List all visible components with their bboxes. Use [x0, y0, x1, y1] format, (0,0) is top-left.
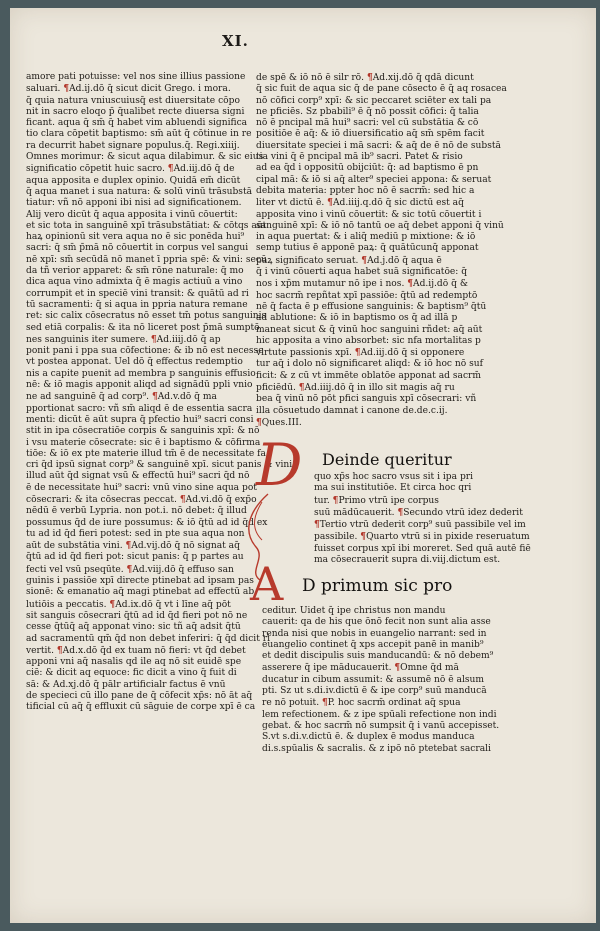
- text-line: q̄tū ad id q̄d fieri pot: sicut panis: q̄ p partes au: [26, 552, 244, 563]
- text-line: illud aūt q̄d signat vsū & effectū hui⁹ sacri q̄d nō: [26, 471, 250, 482]
- text-line: ret: sic calix cōsecratus nō esset tm̄ potus sanguinis: [26, 311, 267, 322]
- text-line: diuersitate speciei i mā sacri: & aq̄ de ē nō de substā: [256, 140, 501, 151]
- text-line: nit in sacro eloqo p̄ q̄ualibet recte diuersa signi: [26, 106, 245, 117]
- text-line: q̄ aqua manet i sua natura: & solū vinū trāsubstā: [26, 186, 253, 197]
- text-line: significatio cōpetit huic sacro. ¶Ad.iij.dō q̄ de: [26, 163, 235, 175]
- text-line: de spē & iō nō ē silr rō. ¶Ad.xij.dō q̄ qdā dicunt: [256, 72, 474, 83]
- text-line: q̄ sic fuit de aqua sic q̄ de pane cōsecto ē q̄ aq rosacea: [256, 84, 507, 95]
- text-line: nē: & iō magis apponit aliqd ad signādū ppli vnio: [26, 380, 253, 391]
- text-line: sed etiā corpalis: & ita nō liceret post p̄mā sumptō: [26, 322, 260, 333]
- text-line: ma sui institutiōe. Et circa hoc qri: [314, 483, 472, 494]
- text-line: S.vt s.di.v.dictū ē. & duplex ē modus manduca: [262, 732, 475, 743]
- text-line: ficit: & z cū vt immēte oblatōe apponat ad sacrm̄: [256, 370, 482, 381]
- rubricated-initial-d: D: [256, 431, 303, 499]
- text-line: nis a capite puenit ad membra p sanguinis effusio: [26, 368, 256, 379]
- text-line: ne ad sanguinē q̄ ad corp⁹. ¶Ad.v.dō q̄ ma: [26, 391, 217, 403]
- folio-number: XI.: [222, 32, 249, 50]
- text-line: Alij vero dicūt q̄ aqua apposita i vinū cōuertit:: [26, 209, 238, 220]
- text-line: tiatur: vñ nō apponi ibi nisi ad significationem.: [26, 198, 242, 209]
- text-line: nē q̄ facta ē p effusione sanguinis: & baptism⁹ q̄tū: [256, 301, 487, 312]
- text-line: cauerit: qa de his que ōnō fecit non sunt alia asse: [262, 617, 491, 628]
- text-line: ¶Ques.III.: [256, 416, 302, 428]
- text-line: liter vt dictū ē. ¶Ad.iiij.q.dō q̄ sic dictū est aq̄: [256, 197, 464, 209]
- text-line: de specieci cū illo pane de q̄ cōfecit xp̄s: nō āt aq̄: [26, 691, 253, 702]
- text-line: passibile. ¶Quarto vtrū si in pixide reseruatum: [314, 531, 530, 543]
- text-line: nos i xp̄m mutamur nō ipe i nos. ¶Ad.ij.dō q̄ &: [256, 278, 468, 290]
- text-line: dica aqua vino admixta q̄ ē magis actiuū a vino: [26, 277, 243, 288]
- section-heading-deinde: Deinde queritur: [322, 450, 452, 469]
- text-line: vt postea apponat. Uel dō q̄ effectus redemptio: [26, 357, 243, 368]
- text-line: re nō potuit. ¶P. hoc sacrm̄ ordinat aq̄ spua: [262, 697, 461, 709]
- text-line: tificial cū aq̄ q̄ effluxit cū sāguie de corpe xpī ē ca: [26, 702, 256, 713]
- text-line: aqua apposita e duplex opinio. Quidā em̄ dicūt: [26, 175, 241, 186]
- text-line: illa cōsuetudo damnat i canone de.de.c.ij.: [256, 405, 448, 416]
- text-line: tur aq̄ i dolo nō significaret aliqd: & iō hoc nō suf: [256, 359, 484, 370]
- text-line: pportionat sacro: vñ sm̄ aliqd ē de essentia sacra: [26, 403, 253, 414]
- text-line: i vsu materie cōsecrate: sic ē i baptismo & cōfirma: [26, 437, 261, 448]
- text-line: bea q̄ vinū nō pōt pfici sanguis xpī cōsecrari: vñ: [256, 394, 477, 405]
- text-line: ad sacramentū qm̄ q̄d non debet inferiri: q̄ q̄d dicit ri: [26, 633, 270, 644]
- text-line: tio clara cōpetit baptismo: sm̄ aūt q̄ cōtinue in re: [26, 129, 252, 140]
- text-line: q̄ quia natura vniuscuiusq̄ est diuersitate cōpo: [26, 95, 240, 106]
- text-line: euangelio continet q̄ xps accepit panē in manib⁹: [262, 639, 484, 650]
- text-line: q̄ i vinū cōuerti aqua habet suā significatōe: q̄: [256, 267, 468, 278]
- text-line: da tñ verior apparet: & sm̄ rōne naturale: q̄ mo: [26, 266, 244, 277]
- text-line: cipal mā: & iō si aq̄ alter⁹ speciei appona: & seruat: [256, 174, 492, 185]
- text-line: et dedit discipulis suis manducandū: & nō debem⁹: [262, 651, 494, 662]
- text-line: apponi vni aq̄ nasalis qd ile aq nō sit euidē spe: [26, 657, 242, 668]
- text-line: tu ad id q̄d fieri potest: sed in pte sua aqua non: [26, 528, 245, 539]
- text-line: fuisset corpus xpī ibi moreret. Sed quā autē fiē: [314, 543, 531, 554]
- text-line: ponit pani i ppa sua cōfectione: & ib nō est necesse: [26, 346, 264, 357]
- text-line: cri q̄d ipsū signat corp⁹ & sanguinē xpī. sicut panis & vini: [26, 460, 293, 471]
- text-line: haꝝ opinionū sit vera aqua no ē sic ponēda hui⁹: [26, 232, 245, 243]
- text-line: nō ē pncipal mā hui⁹ sacri: vel cū substātia & cō: [256, 118, 479, 129]
- text-line: ciē: & dicit aq equoce: fic dicit a vino q̄ fuit di: [26, 668, 237, 679]
- text-line: corrumpit et in speciē vini transit: & quātū ad ri: [26, 288, 249, 299]
- text-line: aūt de substātia vini. ¶Ad.vij.dō q̄ nō signat aq̄: [26, 540, 240, 552]
- text-line: cōsecrari: & ita cōsecras peccat. ¶Ad.vi.dō q̄ exp̄o: [26, 493, 257, 505]
- text-line: ad ablutione: & iō in baptismo os q̄ ad illā p: [256, 313, 458, 324]
- text-line: hic apposita a vino absorbet: sic nfa mortalitas p: [256, 335, 481, 346]
- text-line: nō cōfici corp⁹ xpī: & sic peccaret sciēter ex tali pa: [256, 95, 492, 106]
- text-line: ne pficiēs. Sz pbabili⁹ ē q̄ nō possit cōfici: q̄ talia: [256, 106, 479, 117]
- section-heading-primum: D primum sic pro: [302, 576, 453, 596]
- question-intro-text: [314, 472, 531, 566]
- text-line: tia vini q̄ ē pncipal mā ib⁹ sacri. Patet & risio: [256, 152, 463, 163]
- text-line: semp tutius ē apponē paꝝ: q̄ quātūcunq̄ apponat: [256, 243, 479, 254]
- text-line: ducatur in cibum assumit: & assumē nō ē alsum: [262, 674, 485, 685]
- text-line: ma cōsecrauerit supra di.viij.dictum est.: [314, 555, 501, 566]
- text-line: nes sanguinis iter sumere. ¶Ad.iiij.dō q̄ ap: [26, 333, 221, 345]
- text-line: maneat sicut & q̄ vinū hoc sanguini rñdet: aq̄ aūt: [256, 324, 483, 335]
- text-line: ē de necessitate hui⁹ sacri: vnū vino sine aqua pot: [26, 482, 257, 493]
- text-line: virtute passionis xpī. ¶Ad.iij.dō q̄ si opponere: [256, 347, 465, 359]
- text-line: pti. Sz ut s.di.iv.dictū ē & ipe corp⁹ suū manducā: [262, 686, 487, 697]
- text-line: saluari. ¶Ad.ij.dō q̄ sicut dicit Grego. i mora.: [26, 83, 231, 95]
- text-line: pficiēdū. ¶Ad.iiij.dō q̄ in illo sit magis aq̄ ru: [256, 382, 455, 394]
- text-line: sionē: & emanatio aq̄ magi ptinebat ad effectū ab: [26, 587, 255, 598]
- text-line: sit sanguis cōsecrari q̄tū ad id q̄d fieri pot nō ne: [26, 610, 248, 621]
- text-line: lutiōis a peccatis. ¶Ad.ix.dō q̄ vt i līne aq̄ pōt: [26, 598, 231, 610]
- text-line: paꝝ significato seruat. ¶Ad.j.dō q̄ aqua ē: [256, 254, 442, 266]
- text-line: suū mādūcauerit. ¶Secundo vtrū idez dederit: [314, 506, 523, 518]
- text-line: tiōe: & iō ex pte materie illud tm̄ ē de necessitate fa: [26, 448, 266, 459]
- text-line: debita materia: ppter hoc nō ē sacrm̄: sed hic a: [256, 185, 475, 196]
- text-line: di.s.spūalis & sacralis. & z ipō nō ptetebat sacrali: [262, 743, 491, 754]
- text-line: sacri: q̄ sm̄ p̄mā nō cōuertit in corpus vel sangui: [26, 243, 249, 254]
- text-line: tur. ¶Primo vtrū ipe corpus: [314, 494, 439, 506]
- text-line: amore pati potuisse: vel nos sine illius passione: [26, 72, 246, 82]
- text-line: menti: dicūt ē aūt supra q̄ pfectio hui⁹ sacri consi: [26, 414, 254, 425]
- text-line: nē xpī: sm̄ secūdā nō manet ī ppria spē: & vini: secū: [26, 254, 267, 265]
- text-line: ceditur. Uidet q̄ ipe christus non mandu: [262, 606, 446, 616]
- text-line: stit in ipa cōsecratiōe corpis & sanguinis xpī: & nō: [26, 426, 260, 437]
- text-line: hoc sacrm̄ repñtat xpī passiōe: q̄tū ad redemptō: [256, 290, 478, 301]
- text-line: quo xp̄s hoc sacro vsus sit i ipa pri: [314, 472, 474, 482]
- text-line: sanguinē xpī: & iō nō tantū oe aq̄ debet apponi q̄ vinū: [256, 220, 504, 231]
- text-line: asserere q̄ ipe māducauerit. ¶Omne q̄d mā: [262, 662, 459, 674]
- text-line: vertit. ¶Ad.x.dō q̄d ex tuam nō fieri: vt q̄d debet: [26, 644, 246, 656]
- text-line: Omnes morimur: & sicut aqua dilabimur. & sic eius: [26, 152, 264, 163]
- text-line: lem refectionem. & z ipe spūali refectione non indi: [262, 709, 497, 720]
- text-line: renda nisi que nobis in euangelio narrant: sed in: [262, 628, 487, 639]
- text-line: apposita vino i vinū cōuertit: & sic totū cōuertit i: [256, 209, 482, 220]
- text-line: ¶Tertio vtrū dederit corp⁹ suū passibile vel im: [314, 519, 526, 531]
- text-line: ra decurrit habet signare populus.q̄. Regi.xiiij.: [26, 140, 240, 151]
- text-line: fecti vel vsū pseqūte. ¶Ad.viij.dō q̄ effuso san: [26, 563, 234, 575]
- article-text: [262, 606, 500, 755]
- text-line: ad ea q̄d i oppositū obijciūt: q̄: ad baptismo ē pn: [256, 163, 479, 174]
- text-line: ficant. aqua q̄ sm̄ q̄ habet vim abluendi significa: [26, 118, 248, 129]
- text-line: cesse q̄tūq̄ aq̄ apponat vino: sic tñ aq̄ adsit q̄tū: [26, 622, 241, 633]
- text-line: nēdū ē verbū Lypria. non pot.i. nō debet: q̄ illud: [26, 506, 247, 517]
- text-line: gebat. & hoc sacrm̄ nō sumpsit q̄ i vanū accepisset.: [262, 720, 500, 731]
- text-line: possumus q̄d de iure possumus: & iō q̄tū ad id q̄d ex: [26, 517, 268, 528]
- text-line: guinis i passiōe xpī directe ptinebat ad ipsam pas: [26, 576, 254, 587]
- text-line: sā: & Ad.xj.dō q̄ pālr artificialr factus ē vnū: [26, 679, 226, 690]
- text-line: positiōe ē aq̄: & iō diuersificatio aq̄ sm̄ spēm facit: [256, 129, 485, 140]
- rubricated-initial-a: A: [250, 557, 284, 611]
- text-line: tū sacramenti: q̄ si aqua in ppria natura remane: [26, 299, 248, 310]
- text-line: et sic tota in sanguinē xpī trāsubstātiat: & cōtqs aūt: [26, 220, 267, 231]
- text-line: in aqua puertat: & i aliq̄ mediū p mixtione: & iō: [256, 232, 476, 243]
